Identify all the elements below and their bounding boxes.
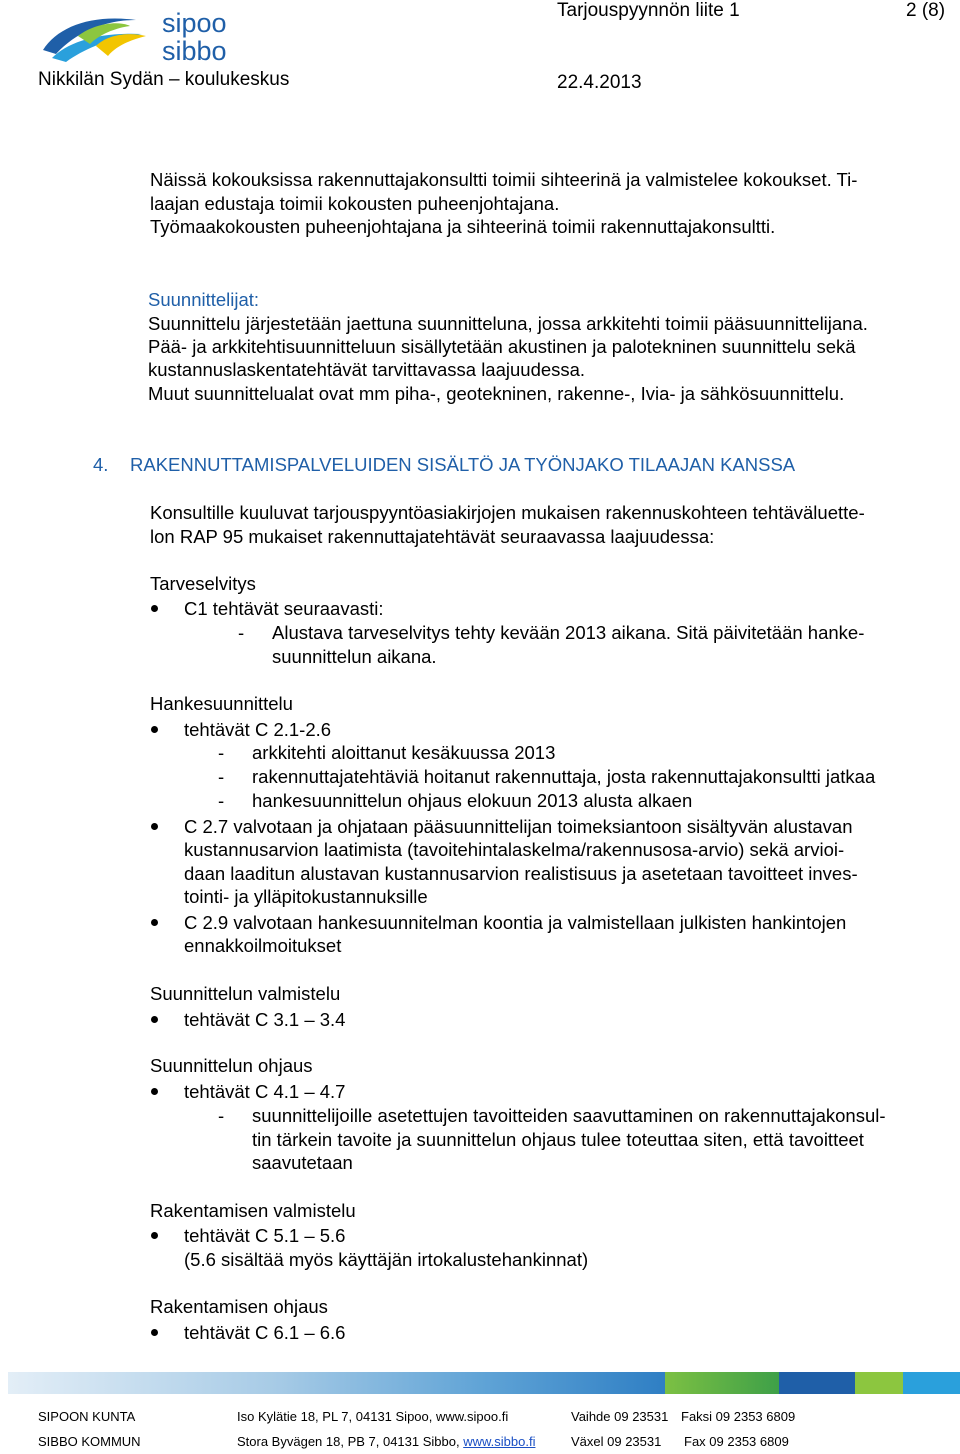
list-item-continuation: kustannusarvion laatimista (tavoitehintalaskelma/rakennusosa-arvio) sekä arvioi- (184, 839, 845, 860)
footer-address-text: Stora Byvägen 18, PB 7, 04131 Sibbo, (237, 1434, 464, 1449)
dash-marker: - (238, 622, 245, 643)
footer-color-bar (8, 1372, 960, 1394)
list-item: C 2.7 valvotaan ja ohjataan pääsuunnittelijan toimeksiantoon sisältyvän alustavan (184, 816, 853, 837)
text-line: Konsultille kuuluvat tarjouspyyntöasiakirjojen mukaisen rakennuskohteen tehtäväluette- (150, 502, 865, 523)
footer-fax: Fax 09 2353 6809 (684, 1434, 789, 1449)
list-item: tehtävät C 6.1 – 6.6 (184, 1322, 346, 1343)
bullet-icon (151, 1232, 158, 1239)
section-heading: Suunnittelijat: (148, 289, 260, 310)
list-item-continuation: daan laaditun alustavan kustannusarvion realistisuus ja asetetaan tavoitteet inves- (184, 863, 858, 884)
subsection-heading: Tarveselvitys (150, 573, 256, 594)
dash-marker: - (218, 766, 225, 787)
sub-list-item: suunnittelun aikana. (272, 646, 437, 667)
footer-address: Iso Kylätie 18, PL 7, 04131 Sipoo, www.sipoo.fi (237, 1409, 509, 1424)
subsection-heading: Rakentamisen ohjaus (150, 1296, 328, 1317)
project-name: Nikkilän Sydän – koulukeskus (38, 69, 290, 90)
text-line: lon RAP 95 mukaiset rakennuttajatehtävät seuraavassa laajuudessa: (150, 526, 715, 547)
text-line: laajan edustaja toimii kokousten puheenjohtajana. (150, 193, 560, 214)
text-line: Näissä kokouksissa rakennuttajakonsultti toimii sihteerinä ja valmistelee kokoukset. Ti- (150, 169, 858, 190)
sub-list-item: suunnittelijoille asetettujen tavoitteiden saavuttaminen on rakennuttajakonsul- (252, 1105, 886, 1126)
subsection-heading: Suunnittelun valmistelu (150, 983, 341, 1004)
bullet-icon (151, 919, 158, 926)
sub-list-item: hankesuunnittelun ohjaus elokuun 2013 alusta alkaen (252, 790, 693, 811)
list-item: C 2.9 valvotaan hankesuunnitelman koontia ja valmistellaan julkisten hankintojen (184, 912, 847, 933)
bullet-icon (151, 1329, 158, 1336)
section-title: RAKENNUTTAMISPALVELUIDEN SISÄLTÖ JA TYÖNJAKO TILAAJAN KANSSA (130, 454, 796, 475)
subsection-heading: Suunnittelun ohjaus (150, 1055, 313, 1076)
text-line: kustannuslaskentatehtävät tarvittavassa laajuudessa. (148, 359, 586, 380)
text-line: Suunnittelu järjestetään jaettuna suunnitteluna, jossa arkkitehti toimii pääsuunnittelijana. (148, 313, 868, 334)
logo-text-sibbo: sibbo (162, 36, 227, 66)
sub-list-item: tin tärkein tavoite ja suunnittelun ohjaus tulee toteuttaa siten, että tavoitteet (252, 1129, 864, 1150)
list-item: tehtävät C 4.1 – 4.7 (184, 1081, 346, 1102)
dash-marker: - (218, 790, 225, 811)
list-item-continuation: tointi- ja ylläpitokustannuksille (184, 886, 428, 907)
text-line: Pää- ja arkkitehtisuunnitteluun sisällytetään akustinen ja palotekninen suunnittelu sekä (148, 336, 856, 357)
footer-org: SIPOON KUNTA (38, 1409, 136, 1424)
footer-address (237, 1434, 535, 1450)
text-line: Työmaakokousten puheenjohtajana ja sihteerinä toimii rakennuttajakonsultti. (150, 216, 776, 237)
sub-list-item: rakennuttajatehtäviä hoitanut rakennuttaja, josta rakennuttajakonsultti jatkaa (252, 766, 876, 787)
bullet-icon (151, 605, 158, 612)
subsection-heading: Hankesuunnittelu (150, 693, 293, 714)
bullet-icon (151, 726, 158, 733)
bullet-icon (151, 1088, 158, 1095)
list-item-continuation: ennakkoilmoitukset (184, 935, 342, 956)
list-item: C1 tehtävät seuraavasti: (184, 598, 384, 619)
logo-text-sipoo: sipoo (162, 8, 227, 38)
bullet-icon (151, 823, 158, 830)
list-item: tehtävät C 5.1 – 5.6 (184, 1225, 346, 1246)
sipoo-sibbo-logo (38, 6, 248, 66)
dash-marker: - (218, 1105, 225, 1126)
page-number: 2 (8) (906, 0, 946, 21)
logo-swoosh-icon (38, 6, 158, 66)
sub-list-item: Alustava tarveselvitys tehty kevään 2013 aikana. Sitä päivitetään hanke- (272, 622, 865, 643)
footer-phone: Vaihde 09 23531 (571, 1409, 669, 1424)
bullet-icon (151, 1016, 158, 1023)
document-title: Tarjouspyynnön liite 1 (557, 0, 740, 21)
subsection-heading: Rakentamisen valmistelu (150, 1200, 356, 1221)
text-line: Muut suunnittelualat ovat mm piha-, geotekninen, rakenne-, Ivia- ja sähkösuunnittelu. (148, 383, 845, 404)
dash-marker: - (218, 742, 225, 763)
section-number: 4. (93, 454, 109, 475)
footer-website-link[interactable]: www.sibbo.fi (463, 1434, 536, 1449)
document-date: 22.4.2013 (557, 72, 642, 93)
sub-list-item: arkkitehti aloittanut kesäkuussa 2013 (252, 742, 556, 763)
list-item: tehtävät C 2.1-2.6 (184, 719, 332, 740)
footer-fax: Faksi 09 2353 6809 (681, 1409, 796, 1424)
list-item-note: (5.6 sisältää myös käyttäjän irtokalustehankinnat) (184, 1249, 589, 1270)
list-item: tehtävät C 3.1 – 3.4 (184, 1009, 346, 1030)
footer-org: SIBBO KOMMUN (38, 1434, 141, 1449)
footer-phone: Växel 09 23531 (571, 1434, 662, 1449)
sub-list-item: saavutetaan (252, 1152, 353, 1173)
